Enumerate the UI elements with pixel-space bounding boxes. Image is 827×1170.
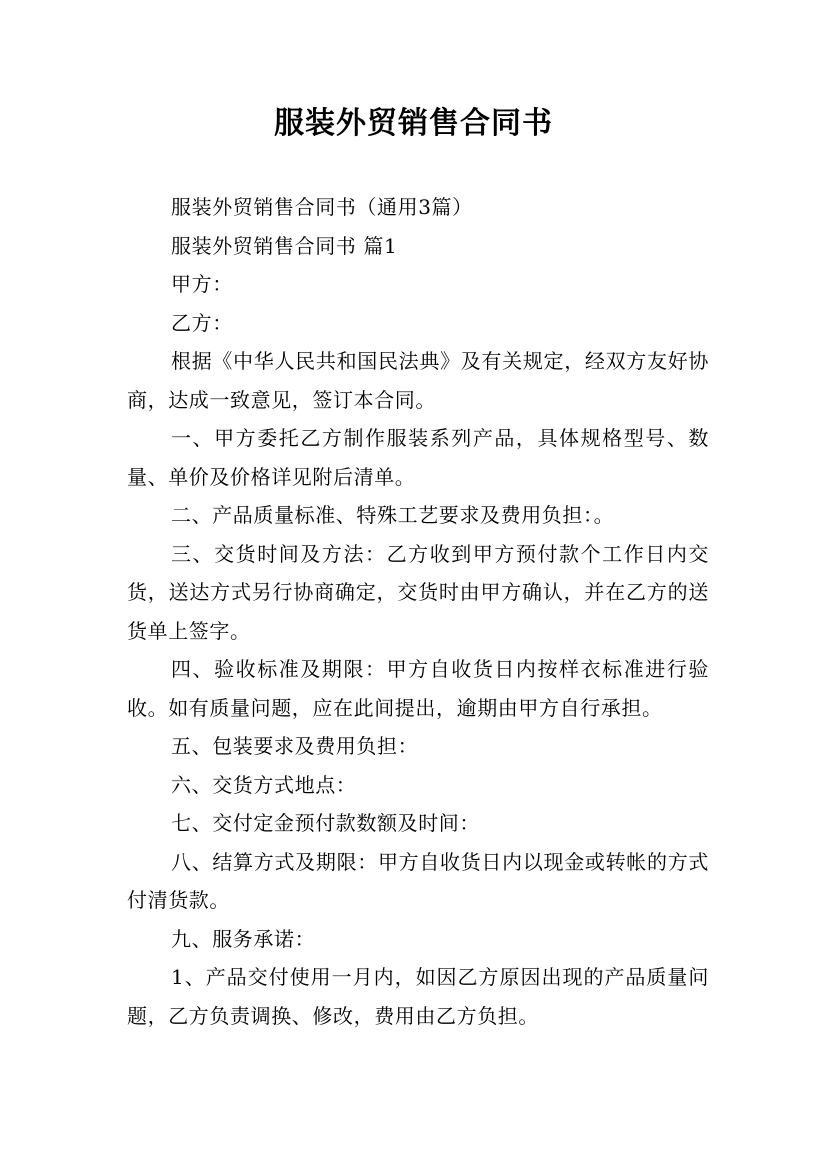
paragraph-clause-9: 九、服务承诺： xyxy=(171,926,316,951)
paragraph-clause-7: 七、交付定金预付款数额及时间： xyxy=(171,811,480,835)
paragraph-clause-1: 一、甲方委托乙方制作服装系列产品，具体规格型号、数量、单价及价格详见附后清单。 xyxy=(127,426,709,489)
paragraph-clause-2: 二、产品质量标准、特殊工艺要求及费用负担：。 xyxy=(171,503,615,527)
paragraph-section-heading: 服装外贸销售合同书 篇1 xyxy=(171,233,398,258)
paragraph-clause-5: 五、包装要求及费用负担： xyxy=(171,734,419,758)
document-title: 服装外贸销售合同书 xyxy=(274,106,553,141)
paragraph-clause-9-item-1: 1、产品交付使用一月内，如因乙方原因出现的产品质量问题，乙方负责调换、修改，费用由乙方负担。 xyxy=(127,965,709,1028)
paragraph-party-b: 乙方： xyxy=(171,310,233,335)
paragraph-subtitle: 服装外贸销售合同书（通用3篇） xyxy=(171,195,473,219)
paragraph-clause-3: 三、交货时间及方法：乙方收到甲方预付款个工作日内交货，送达方式另行协商确定，交货时由甲方确认，并在乙方的送货单上签字。 xyxy=(127,541,709,643)
document-body xyxy=(127,188,709,1035)
paragraph-clause-8: 八、结算方式及期限：甲方自收货日内以现金或转帐的方式付清货款。 xyxy=(127,849,709,912)
paragraph-preamble: 根据《中华人民共和国民法典》及有关规定，经双方友好协商，达成一致意见，签订本合同。 xyxy=(127,349,709,412)
paragraph-clause-4: 四、验收标准及期限：甲方自收货日内按样衣标准进行验收。如有质量问题，应在此间提出，逾期由甲方自行承担。 xyxy=(127,657,709,720)
paragraph-clause-6: 六、交货方式地点： xyxy=(171,772,357,797)
paragraph-party-a: 甲方： xyxy=(171,272,233,296)
